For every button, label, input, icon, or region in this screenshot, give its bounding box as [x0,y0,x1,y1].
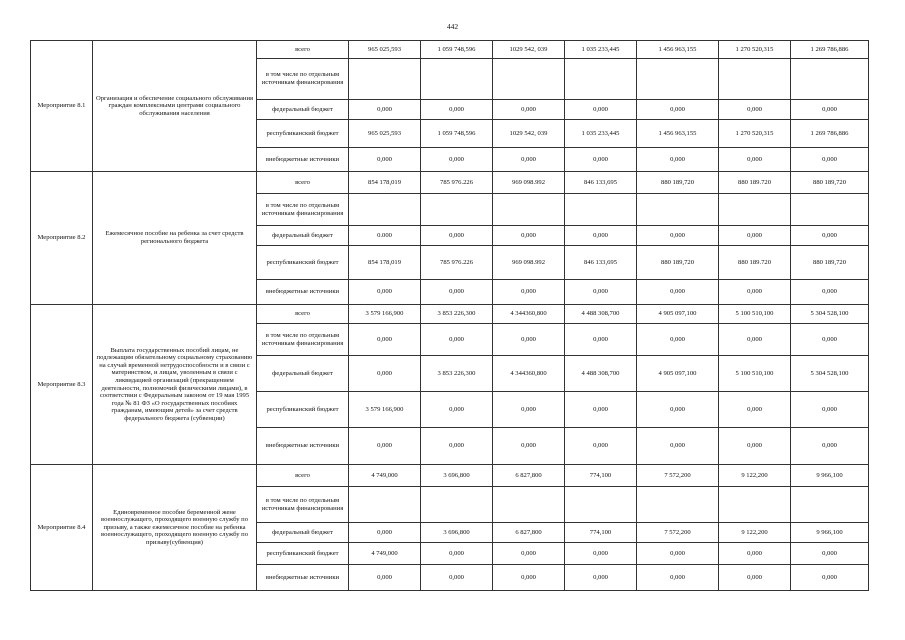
amount-cell: 774,100 [565,465,637,487]
amount-cell: 0,000 [349,356,421,392]
amount-cell: 0,000 [791,392,869,428]
amount-cell: 0,000 [637,565,719,591]
amount-cell: 0,000 [421,148,493,172]
amount-cell: 0,000 [637,428,719,465]
amount-cell: 0,000 [493,100,565,120]
amount-cell: 1029 542, 039 [493,120,565,148]
amount-cell: 0,000 [565,565,637,591]
amount-cell: 0,000 [565,428,637,465]
amount-cell: 1029 542, 039 [493,41,565,59]
amount-cell: 0,000 [791,280,869,305]
amount-cell: 5 100 510,100 [719,305,791,324]
amount-cell: 785 976.226 [421,172,493,194]
funding-source: республиканский бюджет [257,246,349,280]
amount-cell: 9 122,200 [719,523,791,543]
amount-cell: 0,000 [421,324,493,356]
table-row [31,41,869,59]
amount-cell: 4 905 097,100 [637,305,719,324]
amount-cell: 0,000 [493,324,565,356]
funding-source: федеральный бюджет [257,100,349,120]
funding-source: республиканский бюджет [257,392,349,428]
amount-cell: 0,000 [421,100,493,120]
amount-cell: 0,000 [421,392,493,428]
amount-cell: 4 488 308,700 [565,356,637,392]
amount-cell: 0,000 [637,100,719,120]
amount-cell: 0,000 [791,543,869,565]
amount-cell: 3 696,800 [421,523,493,543]
amount-cell: 4 749,000 [349,465,421,487]
amount-cell [637,194,719,226]
amount-cell: 0,000 [719,543,791,565]
amount-cell: 7 572,200 [637,523,719,543]
amount-cell: 0,000 [565,392,637,428]
amount-cell [719,194,791,226]
page-number: 442 [446,22,459,31]
budget-table [30,40,869,591]
amount-cell: 1 456 963,155 [637,41,719,59]
amount-cell: 0,000 [421,565,493,591]
amount-cell: 3 579 166,900 [349,392,421,428]
measure-number: Мероприятие 8.2 [31,172,93,305]
amount-cell [421,194,493,226]
amount-cell [493,59,565,100]
amount-cell: 0,000 [719,565,791,591]
amount-cell: 0,000 [637,543,719,565]
amount-cell: 0,000 [565,324,637,356]
amount-cell: 880 189.720 [719,172,791,194]
amount-cell: 0,000 [719,226,791,246]
amount-cell: 1 035 233,445 [565,41,637,59]
amount-cell: 0,000 [349,565,421,591]
table-row [31,305,869,324]
amount-cell: 0,000 [421,543,493,565]
amount-cell: 774,100 [565,523,637,543]
amount-cell [493,194,565,226]
amount-cell: 0,000 [791,100,869,120]
amount-cell [349,487,421,523]
funding-source: федеральный бюджет [257,356,349,392]
amount-cell: 0,000 [791,148,869,172]
measure-description: Организация и обеспечение социального обслуживания граждан комплексными центрами социального обслуживания населения [93,41,257,172]
amount-cell [637,59,719,100]
amount-cell: 1 270 520,315 [719,41,791,59]
amount-cell: 3 853 226,300 [421,305,493,324]
amount-cell [719,487,791,523]
amount-cell [493,487,565,523]
funding-source: в том числе по отдельным источникам финансирования [257,324,349,356]
amount-cell: 0,000 [719,100,791,120]
funding-source: республиканский бюджет [257,543,349,565]
measure-number: Мероприятие 8.3 [31,305,93,465]
amount-cell: 0,000 [493,392,565,428]
amount-cell: 0,000 [565,148,637,172]
amount-cell: 0,000 [637,392,719,428]
budget-table-body [31,41,869,591]
funding-source: республиканский бюджет [257,120,349,148]
amount-cell: 0,000 [637,280,719,305]
amount-cell: 0,000 [565,280,637,305]
amount-cell: 0,000 [791,226,869,246]
amount-cell: 0,000 [493,428,565,465]
amount-cell: 0,000 [719,280,791,305]
amount-cell: 3 853 226,300 [421,356,493,392]
amount-cell: 969 098.992 [493,172,565,194]
funding-source: в том числе по отдельным источникам финансирования [257,194,349,226]
amount-cell: 880 189,720 [637,172,719,194]
amount-cell: 846 133,695 [565,246,637,280]
funding-source: всего [257,172,349,194]
amount-cell: 3 696,800 [421,465,493,487]
amount-cell: 854 178,019 [349,172,421,194]
amount-cell: 0.000 [349,226,421,246]
amount-cell: 9 122,200 [719,465,791,487]
amount-cell: 4 344360,800 [493,356,565,392]
amount-cell: 0,000 [349,100,421,120]
amount-cell: 0,000 [791,565,869,591]
amount-cell: 4 905 097,100 [637,356,719,392]
amount-cell: 7 572,200 [637,465,719,487]
amount-cell: 965 025,593 [349,120,421,148]
measure-number: Мероприятие 8.1 [31,41,93,172]
amount-cell: 0,000 [565,100,637,120]
amount-cell: 0,000 [565,543,637,565]
amount-cell: 0,000 [493,148,565,172]
amount-cell [565,59,637,100]
amount-cell: 0,000 [493,565,565,591]
amount-cell: 1 269 786,886 [791,120,869,148]
amount-cell: 0,000 [719,428,791,465]
amount-cell [421,487,493,523]
amount-cell: 1 456 963,155 [637,120,719,148]
amount-cell: 4 749,000 [349,543,421,565]
amount-cell: 846 133,695 [565,172,637,194]
amount-cell: 1 035 233,445 [565,120,637,148]
measure-number: Мероприятие 8.4 [31,465,93,591]
funding-source: внебюджетные источники [257,565,349,591]
amount-cell [565,194,637,226]
amount-cell: 785 976.226 [421,246,493,280]
measure-description: Выплата государственных пособий лицам, не подлежащим обязательному социальному страхованию на случай временной нетрудоспособности и в связи с материнством, и лицам, уволенным в связи с ликвидацией организаций (прекращением деятельности, полномочий физическими лицами), в соответствии с Федеральным законом от 19 мая 1995 года № 81 ФЗ «О государственных пособиях гражданам, имеющим детей» за счет средств федерального бюджета (субвенции) [93,305,257,465]
amount-cell: 854 178,019 [349,246,421,280]
measure-description: Единовременное пособие беременной жене военнослужащего, проходящего военную службу по призыву, а также ежемесячное пособие на ребенка военнослужащего, проходящего военную службу по призыву(субвенция) [93,465,257,591]
amount-cell: 5 304 528,100 [791,305,869,324]
amount-cell: 880 189,720 [791,172,869,194]
amount-cell: 0,000 [421,428,493,465]
amount-cell: 0,000 [421,280,493,305]
amount-cell: 880 189,720 [791,246,869,280]
amount-cell: 1 270 520,315 [719,120,791,148]
amount-cell [791,59,869,100]
amount-cell: 0,000 [719,324,791,356]
amount-cell: 9 966,100 [791,465,869,487]
funding-source: в том числе по отдельным источникам финансирования [257,487,349,523]
amount-cell: 0,000 [637,324,719,356]
amount-cell [421,59,493,100]
funding-source: всего [257,41,349,59]
funding-source: всего [257,465,349,487]
funding-source: федеральный бюджет [257,226,349,246]
amount-cell [791,194,869,226]
amount-cell: 3 579 166,900 [349,305,421,324]
funding-source: внебюджетные источники [257,280,349,305]
funding-source: федеральный бюджет [257,523,349,543]
amount-cell: 0,000 [349,148,421,172]
amount-cell [349,59,421,100]
amount-cell: 1 059 748,596 [421,41,493,59]
amount-cell [637,487,719,523]
amount-cell: 5 304 528,100 [791,356,869,392]
amount-cell: 0,000 [421,226,493,246]
amount-cell: 1 269 786,886 [791,41,869,59]
amount-cell: 4 488 308,700 [565,305,637,324]
amount-cell: 0,000 [637,148,719,172]
amount-cell: 0,000 [565,226,637,246]
amount-cell: 0,000 [493,543,565,565]
amount-cell [719,59,791,100]
amount-cell: 5 100 510,100 [719,356,791,392]
amount-cell: 969 098.992 [493,246,565,280]
amount-cell: 6 827,800 [493,465,565,487]
amount-cell [565,487,637,523]
amount-cell: 0,000 [349,280,421,305]
funding-source: внебюджетные источники [257,148,349,172]
amount-cell: 0,000 [637,226,719,246]
amount-cell: 0,000 [719,392,791,428]
funding-source: внебюджетные источники [257,428,349,465]
amount-cell: 0,000 [349,523,421,543]
amount-cell: 0,000 [349,324,421,356]
amount-cell: 0,000 [719,148,791,172]
amount-cell: 9 966,100 [791,523,869,543]
amount-cell: 0,000 [493,280,565,305]
amount-cell: 1 059 748,596 [421,120,493,148]
funding-source: всего [257,305,349,324]
amount-cell [349,194,421,226]
amount-cell: 6 827,800 [493,523,565,543]
amount-cell: 4 344360,800 [493,305,565,324]
amount-cell: 0,000 [493,226,565,246]
measure-description: Ежемесячное пособие на ребенка за счет средств регионального бюджета [93,172,257,305]
table-row [31,172,869,194]
table-row [31,465,869,487]
amount-cell: 0,000 [791,428,869,465]
amount-cell: 965 025,593 [349,41,421,59]
amount-cell: 880 189.720 [719,246,791,280]
funding-source: в том числе по отдельным источникам финансирования [257,59,349,100]
amount-cell [791,487,869,523]
amount-cell: 880 189,720 [637,246,719,280]
amount-cell: 0,000 [349,428,421,465]
amount-cell: 0,000 [791,324,869,356]
